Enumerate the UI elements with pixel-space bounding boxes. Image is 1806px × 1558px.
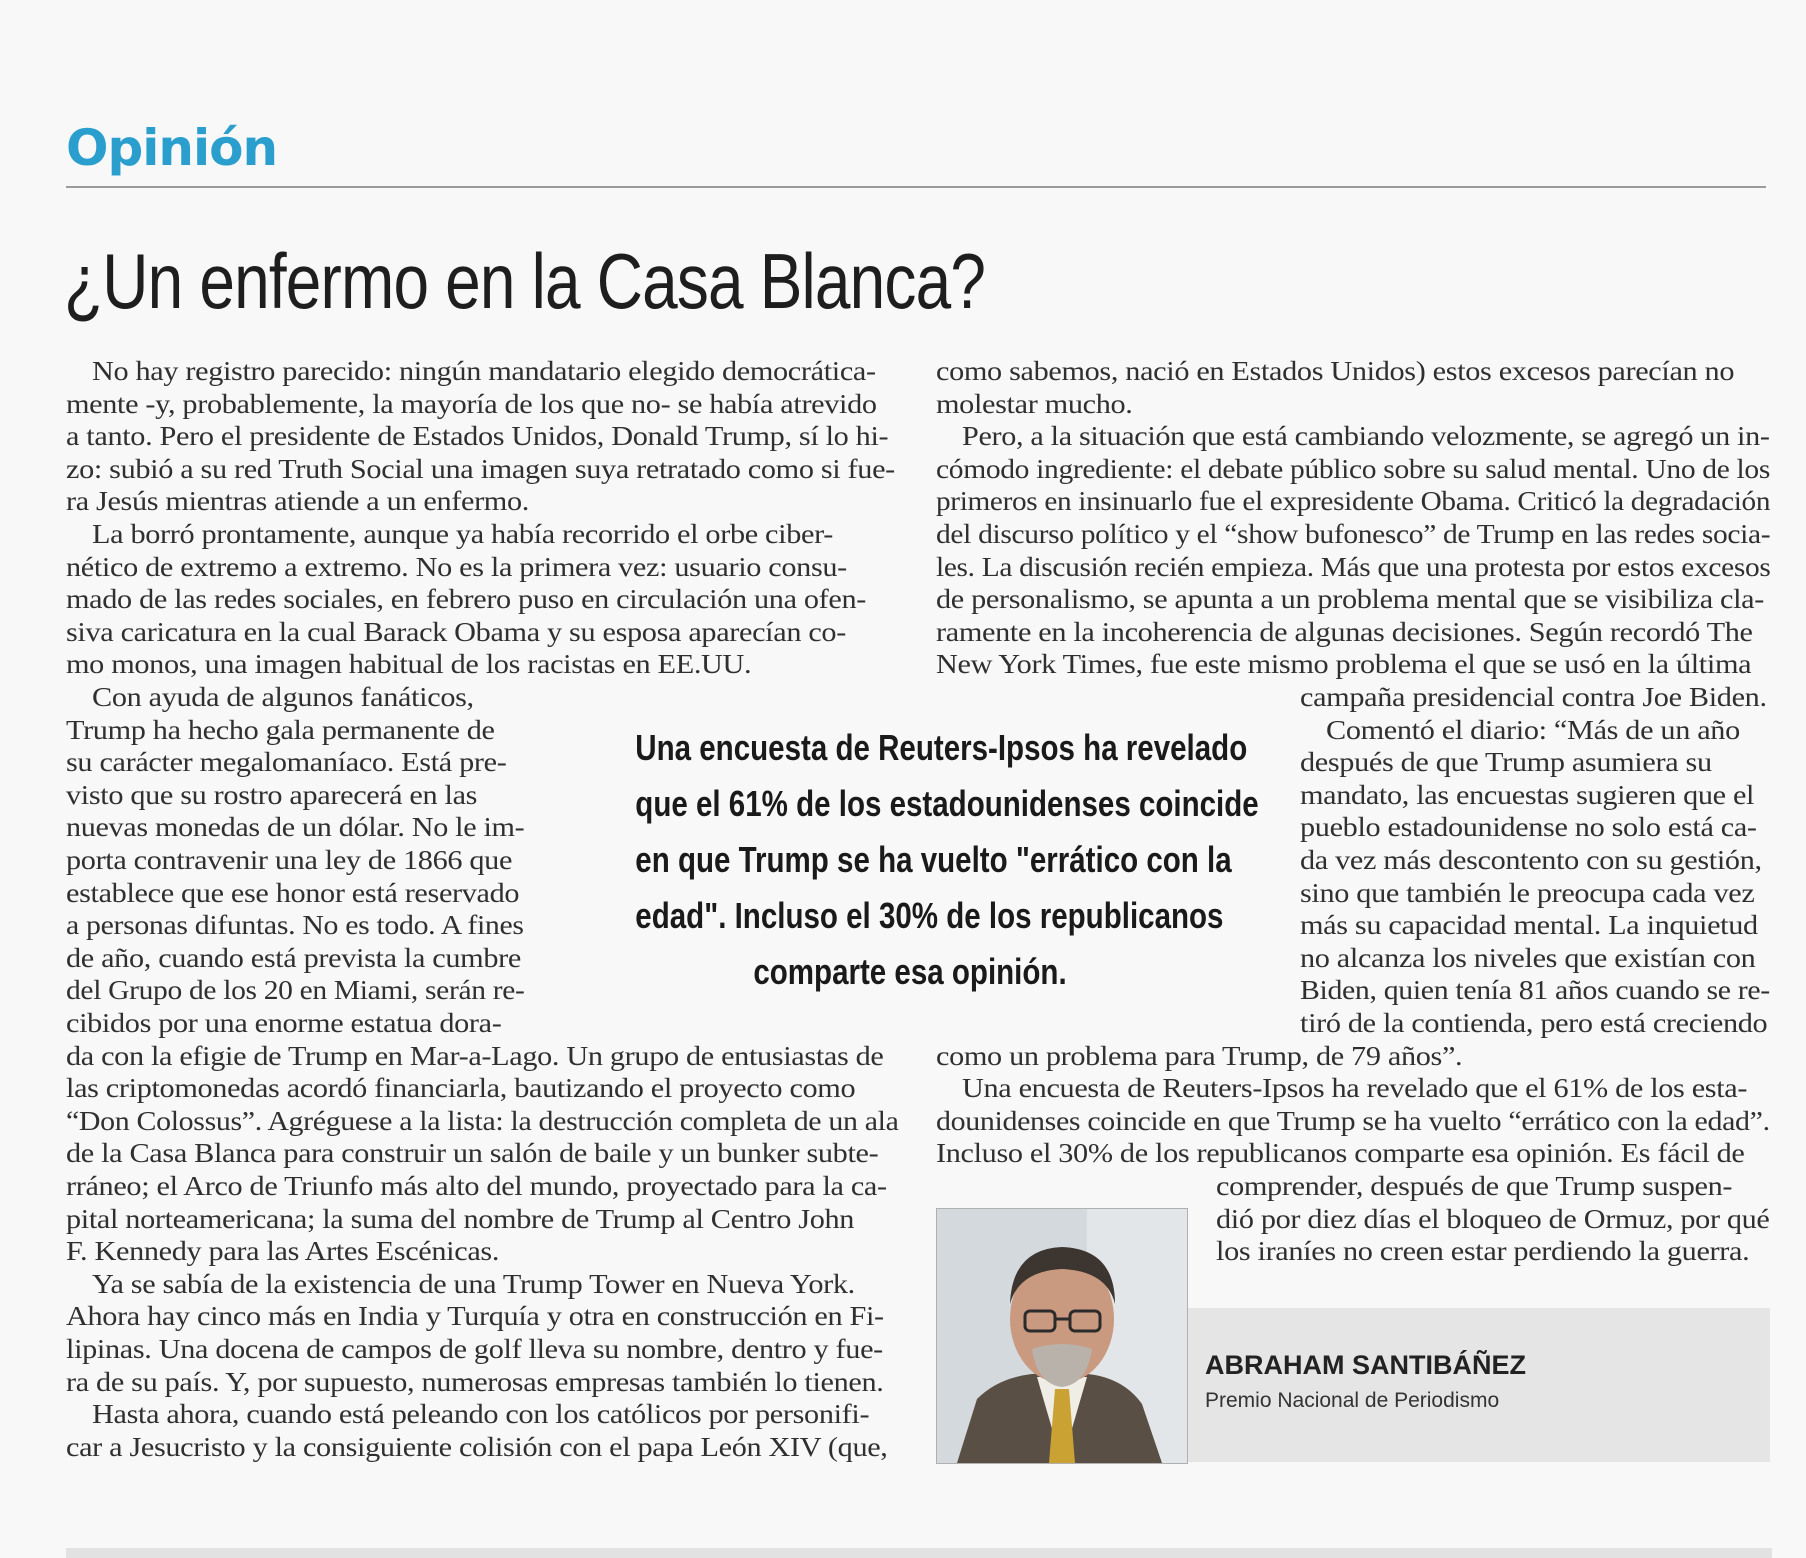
page-bottom-bar bbox=[66, 1548, 1772, 1558]
article-headline: ¿Un enfermo en la Casa Blanca? bbox=[64, 237, 986, 325]
article-text-line: car a Jesucristo y la consiguiente colisión con el papa León XIV (que, bbox=[66, 1432, 888, 1462]
article-text-line: cibidos por una enorme estatua dora- bbox=[66, 1008, 502, 1038]
article-text-line: les. La discusión recién empieza. Más que una protesta por estos excesos bbox=[936, 552, 1771, 582]
article-text-line: Biden, quien tenía 81 años cuando se re- bbox=[1300, 975, 1770, 1005]
article-text-line: da vez más descontento con su gestión, bbox=[1300, 845, 1762, 875]
article-text-line: como un problema para Trump, de 79 años”. bbox=[936, 1041, 1463, 1071]
article-text-line: sino que también le preocupa cada vez bbox=[1300, 878, 1755, 908]
article-text-line: como sabemos, nació en Estados Unidos) estos excesos parecían no bbox=[936, 356, 1735, 386]
article-text-line: campaña presidencial contra Joe Biden. bbox=[1300, 682, 1767, 712]
article-text-line: ramente en la incoherencia de algunas decisiones. Según recordó The bbox=[936, 617, 1753, 647]
article-text-line: comprender, después de que Trump suspen- bbox=[1216, 1171, 1733, 1201]
article-text-line: visto que su rostro aparecerá en las bbox=[66, 780, 478, 810]
article-text-line: porta contravenir una ley de 1866 que bbox=[66, 845, 513, 875]
article-text-line: mente -y, probablemente, la mayoría de los que no- se había atrevido bbox=[66, 389, 877, 419]
article-text-line: New York Times, fue este mismo problema el que se usó en la última bbox=[936, 649, 1752, 679]
article-text-line: Con ayuda de algunos fanáticos, bbox=[92, 682, 474, 712]
pull-quote-line: Una encuesta de Reuters-Ipsos ha revelado bbox=[635, 727, 1248, 768]
article-text-line: establece que ese honor está reservado bbox=[66, 878, 520, 908]
pull-quote-line: comparte esa opinión. bbox=[753, 951, 1067, 992]
article-text-line: molestar mucho. bbox=[936, 389, 1133, 419]
article-text-line: Ahora hay cinco más en India y Turquía y otra en construcción en Fi- bbox=[66, 1301, 884, 1331]
article-text-line: de personalismo, se apunta a un problema mental que se visibiliza cla- bbox=[936, 584, 1764, 614]
article-text-line: ra de su país. Y, por supuesto, numerosas empresas también lo tienen. bbox=[66, 1367, 884, 1397]
article-text-line: Una encuesta de Reuters-Ipsos ha revelado que el 61% de los esta- bbox=[962, 1073, 1748, 1103]
article-text-line: F. Kennedy para las Artes Escénicas. bbox=[66, 1236, 500, 1266]
article-text-line: a personas difuntas. No es todo. A fines bbox=[66, 910, 524, 940]
section-divider bbox=[66, 186, 1766, 188]
article-text-line: a tanto. Pero el presidente de Estados Unidos, Donald Trump, sí lo hi- bbox=[66, 421, 889, 451]
article-text-line: mo monos, una imagen habitual de los racistas en EE.UU. bbox=[66, 649, 752, 679]
article-text-line: siva caricatura en la cual Barack Obama y su esposa aparecían co- bbox=[66, 617, 846, 647]
article-text-line: nético de extremo a extremo. No es la primera vez: usuario consu- bbox=[66, 552, 847, 582]
author-photo bbox=[936, 1208, 1188, 1464]
pull-quote-line: edad". Incluso el 30% de los republicanos bbox=[635, 895, 1224, 936]
article-text-line: Trump ha hecho gala permanente de bbox=[66, 715, 495, 745]
article-text-line: de año, cuando está prevista la cumbre bbox=[66, 943, 521, 973]
article-text-line: zo: subió a su red Truth Social una imagen suya retratado como si fue- bbox=[66, 454, 895, 484]
author-title: Premio Nacional de Periodismo bbox=[1205, 1389, 1500, 1412]
article-text-line: Incluso el 30% de los republicanos comparte esa opinión. Es fácil de bbox=[936, 1138, 1745, 1168]
pull-quote-line: que el 61% de los estadounidenses coincide bbox=[635, 783, 1259, 824]
article-text-line: Ya se sabía de la existencia de una Trump Tower en Nueva York. bbox=[92, 1269, 855, 1299]
article-text-line: rráneo; el Arco de Triunfo más alto del mundo, proyectado para la ca- bbox=[66, 1171, 887, 1201]
article-text-line: nuevas monedas de un dólar. No le im- bbox=[66, 812, 525, 842]
pull-quote-line: en que Trump se ha vuelto "errático con la bbox=[635, 839, 1232, 880]
article-text-line: Comentó el diario: “Más de un año bbox=[1326, 715, 1740, 745]
article-text-line: dounidenses coincide en que Trump se ha vuelto “errático con la edad”. bbox=[936, 1106, 1770, 1136]
article-text-line: después de que Trump asumiera su bbox=[1300, 747, 1712, 777]
section-label: Opinión bbox=[66, 119, 278, 177]
article-text-line: más su capacidad mental. La inquietud bbox=[1300, 910, 1758, 940]
article-text-line: las criptomonedas acordó financiarla, bautizando el proyecto como bbox=[66, 1073, 856, 1103]
article-text-line: de la Casa Blanca para construir un salón de baile y un bunker subte- bbox=[66, 1138, 879, 1168]
article-text-line: No hay registro parecido: ningún mandatario elegido democrática- bbox=[92, 356, 876, 386]
article-text-line: Hasta ahora, cuando está peleando con los católicos por personifi- bbox=[92, 1399, 870, 1429]
article-text-line: lipinas. Una docena de campos de golf lleva su nombre, dentro y fue- bbox=[66, 1334, 883, 1364]
article-text-line: su carácter megalomaníaco. Está pre- bbox=[66, 747, 507, 777]
article-text-line: “Don Colossus”. Agréguese a la lista: la destrucción completa de un ala bbox=[66, 1106, 899, 1136]
pull-quote bbox=[575, 720, 1259, 1000]
article-text-line: mandato, las encuestas sugieren que el bbox=[1300, 780, 1755, 810]
article-text-line: pital norteamericana; la suma del nombre de Trump al Centro John bbox=[66, 1204, 855, 1234]
article-text-line: tiró de la contienda, pero está creciendo bbox=[1300, 1008, 1768, 1038]
article-text-line: pueblo estadounidense no solo está ca- bbox=[1300, 812, 1757, 842]
article-text-line: mado de las redes sociales, en febrero puso en circulación una ofen- bbox=[66, 584, 867, 614]
article-text-line: los iraníes no creen estar perdiendo la guerra. bbox=[1216, 1236, 1750, 1266]
article-text-line: del discurso político y el “show bufonesco” de Trump en las redes socia- bbox=[936, 519, 1771, 549]
article-text-line: Pero, a la situación que está cambiando velozmente, se agregó un in- bbox=[962, 421, 1770, 451]
article-text-line: dió por diez días el bloqueo de Ormuz, por qué bbox=[1216, 1204, 1770, 1234]
article-text-line: da con la efigie de Trump en Mar-a-Lago. Un grupo de entusiastas de bbox=[66, 1041, 884, 1071]
author-name: ABRAHAM SANTIBÁÑEZ bbox=[1205, 1350, 1526, 1380]
article-text-line: ra Jesús mientras atiende a un enfermo. bbox=[66, 486, 530, 516]
article-text-line: La borró prontamente, aunque ya había recorrido el orbe ciber- bbox=[92, 519, 833, 549]
article-text-line: cómodo ingrediente: el debate público sobre su salud mental. Uno de los bbox=[936, 454, 1771, 484]
article-text-line: primeros en insinuarlo fue el expresidente Obama. Criticó la degradación bbox=[936, 486, 1771, 516]
author-portrait-icon bbox=[937, 1209, 1187, 1463]
article-text-line: del Grupo de los 20 en Miami, serán re- bbox=[66, 975, 525, 1005]
article-text-line: no alcanza los niveles que existían con bbox=[1300, 943, 1756, 973]
